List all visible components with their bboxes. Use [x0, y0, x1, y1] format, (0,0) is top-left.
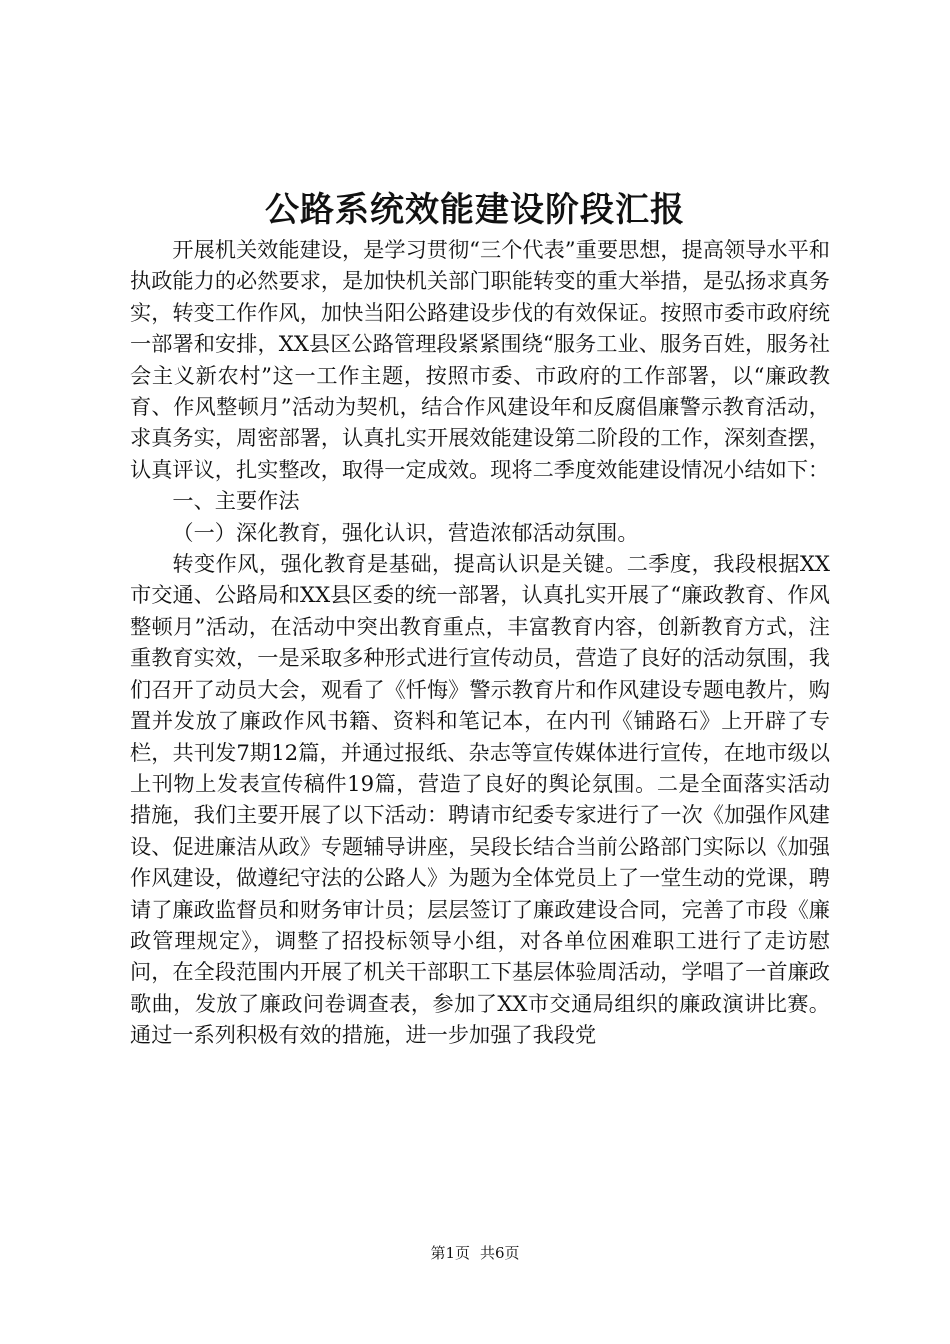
page-number: 第1页	[430, 1244, 470, 1262]
page-total: 共6页	[480, 1244, 520, 1262]
body-paragraph: 转变作风，强化教育是基础，提高认识是关键。二季度，我段根据XX市交通、公路局和XX县区委的统一部署，认真扎实开展了“廉政教育、作风整顿月”活动，在活动中突出教育重点，丰富教育内容，创新教育方式，注重教育实效，一是采取多种形式进行宣传动员，营造了良好的活动氛围，我们召开了动员大会，观看了《忏悔》警示教育片和作风建设专题电教片，购置并发放了廉政作风书籍、资料和笔记本，在内刊《铺路石》上开辟了专栏，共刊发7期12篇，并通过报纸、杂志等宣传媒体进行宣传，在地市级以上刊物上发表宣传稿件19篇，营造了良好的舆论氛围。二是全面落实活动措施，我们主要开展了以下活动：聘请市纪委专家进行了一次《加强作风建设、促进廉洁从政》专题辅导讲座，吴段长结合当前公路部门实际以《加强作风建设，做遵纪守法的公路人》为题为全体党员上了一堂生动的党课，聘请了廉政监督员和财务审计员；层层签订了廉政建设合同，完善了市段《廉政管理规定》，调整了招投标领导小组，对各单位困难职工进行了走访慰问，在全段范围内开展了机关干部职工下基层体验周活动，学唱了一首廉政歌曲，发放了廉政问卷调查表，参加了XX市交通局组织的廉政演讲比赛。通过一系列积极有效的措施，进一步加强了我段党	[130, 551, 830, 1048]
page-footer	[0, 1242, 950, 1264]
section-heading: 一、主要作法	[172, 488, 300, 514]
document-title: 公路系统效能建设阶段汇报	[265, 190, 685, 230]
document-body	[130, 234, 830, 1051]
subsection-heading: （一）深化教育，强化认识，营造浓郁活动氛围。	[172, 519, 639, 545]
intro-paragraph: 开展机关效能建设，是学习贯彻“三个代表”重要思想，提高领导水平和执政能力的必然要求，是加快机关部门职能转变的重大举措，是弘扬求真务实，转变工作作风，加快当阳公路建设步伐的有效保证。按照市委市政府统一部署和安排，XX县区公路管理段紧紧围绕“服务工业、服务百姓，服务社会主义新农村”这一工作主题，按照市委、市政府的工作部署，以“廉政教育、作风整顿月”活动为契机，结合作风建设年和反腐倡廉警示教育活动，求真务实，周密部署，认真扎实开展效能建设第二阶段的工作，深刻查摆，认真评议，扎实整改，取得一定成效。现将二季度效能建设情况小结如下：	[130, 237, 830, 482]
